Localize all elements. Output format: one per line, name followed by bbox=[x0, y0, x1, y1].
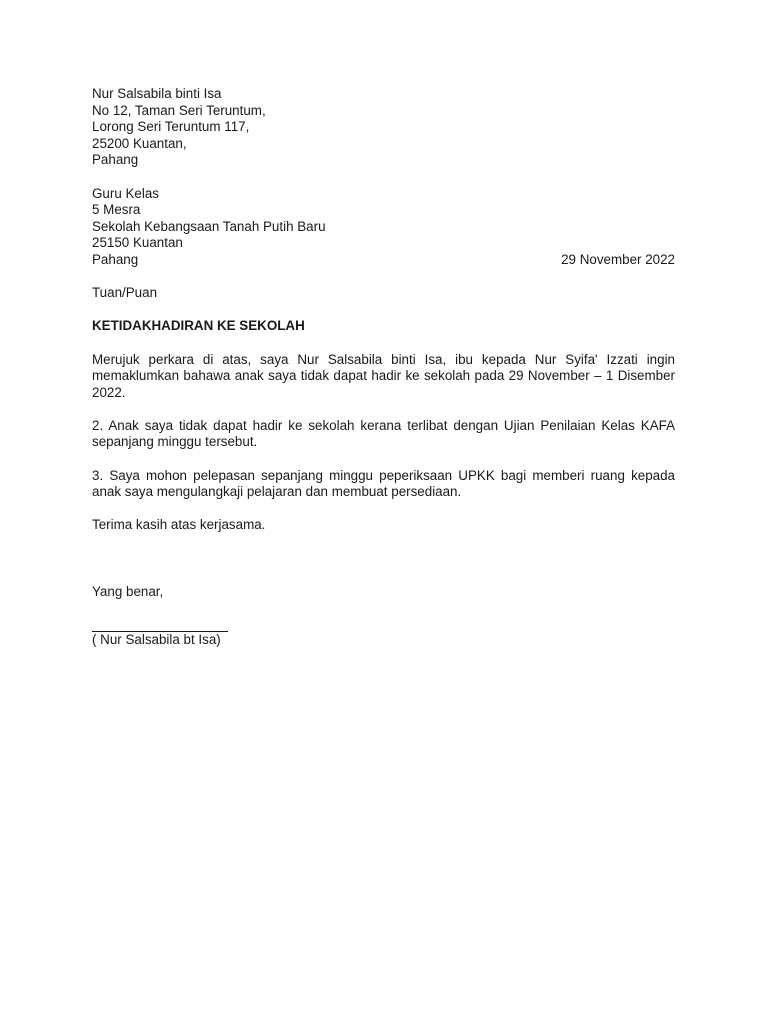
sender-address-line: Lorong Seri Teruntum 117, bbox=[92, 119, 250, 135]
body-paragraph: 3. Saya mohon pelepasan sepanjang minggu peperiksaan UPKK bagi memberi ruang kepada anak saya mengulangkaji pelajaran dan membuat persediaan. bbox=[92, 467, 675, 500]
closing-line: Yang benar, bbox=[92, 583, 164, 599]
recipient-line: Guru Kelas bbox=[92, 185, 159, 201]
spacer bbox=[92, 501, 675, 518]
spacer bbox=[92, 551, 675, 568]
signature-line bbox=[92, 617, 228, 632]
recipient-line: 25150 Kuantan bbox=[92, 235, 183, 251]
letter-subject: KETIDAKHADIRAN KE SEKOLAH bbox=[92, 318, 305, 334]
spacer bbox=[92, 401, 675, 418]
sender-address-line: 25200 Kuantan, bbox=[92, 135, 187, 151]
spacer bbox=[92, 451, 675, 468]
recipient-state-date-row bbox=[92, 252, 675, 269]
sender-address-line: Pahang bbox=[92, 152, 139, 168]
signature-name: ( Nur Salsabila bt Isa) bbox=[92, 632, 221, 647]
recipient-state: Pahang bbox=[92, 251, 139, 267]
recipient-line: Sekolah Kebangsaan Tanah Putih Baru bbox=[92, 218, 326, 234]
body-paragraph: Merujuk perkara di atas, saya Nur Salsabila binti Isa, ibu kepada Nur Syifa' Izzati ingin memaklumkan bahawa anak saya tidak dapat hadir ke sekolah pada 29 November – 1 Disember 2022. bbox=[92, 351, 675, 400]
spacer bbox=[92, 302, 675, 319]
sender-name: Nur Salsabila binti Isa bbox=[92, 86, 222, 101]
recipient-address bbox=[92, 186, 675, 269]
sender-address-line: No 12, Taman Seri Teruntum, bbox=[92, 102, 266, 118]
spacer bbox=[92, 534, 675, 551]
letter-date: 29 November 2022 bbox=[561, 251, 675, 267]
body-paragraph: 2. Anak saya tidak dapat hadir ke sekolah kerana terlibat dengan Ujian Penilaian Kelas KAFA sepanjang minggu tersebut. bbox=[92, 417, 675, 450]
sender-address bbox=[92, 86, 675, 169]
salutation: Tuan/Puan bbox=[92, 285, 158, 301]
spacer bbox=[92, 600, 675, 617]
letter-page bbox=[92, 86, 675, 649]
thanks-line: Terima kasih atas kerjasama. bbox=[92, 517, 266, 533]
spacer bbox=[92, 169, 675, 186]
recipient-line: 5 Mesra bbox=[92, 202, 141, 218]
spacer bbox=[92, 335, 675, 352]
spacer bbox=[92, 567, 675, 584]
spacer bbox=[92, 269, 675, 286]
